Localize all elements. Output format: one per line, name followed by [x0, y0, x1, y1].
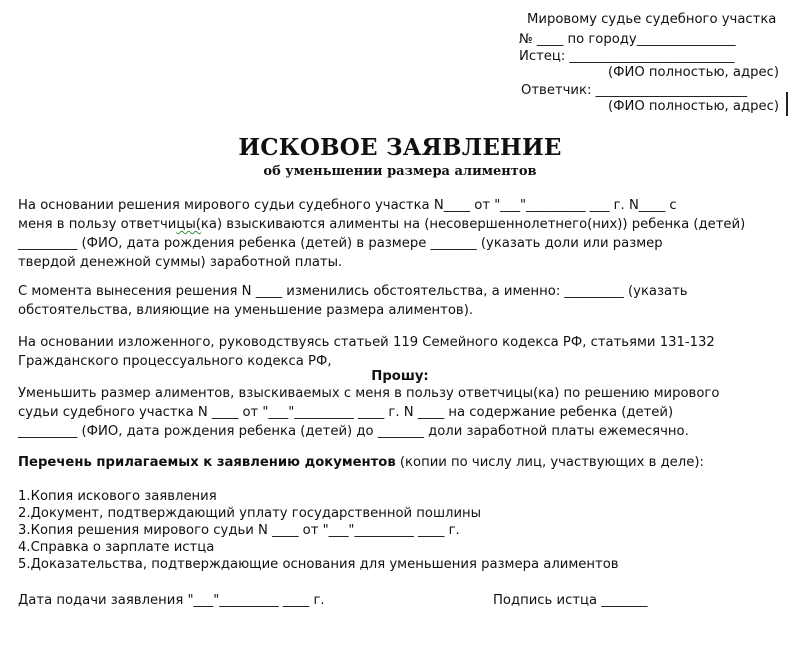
paragraph-basis-line: _________ (ФИО, дата рождения ребенка (детей) в размере _______ (указать доли или размер [18, 236, 663, 251]
document-title: ИСКОВОЕ ЗАЯВЛЕНИЕ [238, 134, 562, 161]
header-judge-line: Мировому судье судебного участка [527, 12, 777, 27]
paragraph-request [18, 384, 786, 441]
paragraph-legal-basis [18, 333, 786, 371]
header-number-line: № ____ по городу_______________ [519, 32, 736, 47]
paragraph-circumstances-line: С момента вынесения решения N ____ изменились обстоятельства, а именно: _________ (указать [18, 284, 688, 299]
filing-date-line: Дата подачи заявления "___"_________ ____ г. [18, 593, 325, 608]
attachments-heading-rest: (копии по числу лиц, участвующих в деле): [395, 455, 704, 470]
document-subtitle: об уменьшении размера алиментов [263, 164, 537, 179]
paragraph-request-line: Уменьшить размер алиментов, взыскиваемых с меня в пользу ответчицы(ка) по решению мирового [18, 386, 720, 401]
paragraph-circumstances [18, 282, 786, 320]
attachment-item: 3.Копия решения мирового судьи N ____ от "___"_________ ____ г. [18, 523, 460, 538]
attachment-item: 5.Доказательства, подтверждающие основания для уменьшения размера алиментов [18, 557, 619, 572]
attachment-item: 1.Копия искового заявления [18, 489, 217, 504]
text-run: ка) взыскиваются алименты на (несовершеннолетнего(них)) ребенка (детей) [200, 217, 746, 232]
attachment-item: 4.Справка о зарплате истца [18, 540, 215, 555]
paragraph-request-line: судьи судебного участка N ____ от "___"_________ ____ г. N ____ на содержание ребенка (детей) [18, 405, 674, 420]
spellcheck-underlined-text: цы( [176, 217, 201, 232]
paragraph-legal-basis-line: На основании изложенного, руководствуясь статьей 119 Семейного кодекса РФ, статьями 131-132 [18, 335, 715, 350]
header-plaintiff-line: Истец: _________________________ [519, 49, 735, 64]
paragraph-legal-basis-line: Гражданского процессуального кодекса РФ, [18, 354, 332, 369]
paragraph-circumstances-line: обстоятельства, влияющие на уменьшение размера алиментов). [18, 303, 474, 318]
header-defendant-note: (ФИО полностью, адрес) [608, 99, 780, 114]
paragraph-basis [18, 196, 786, 272]
signature-line: Подпись истца _______ [493, 593, 648, 608]
text-run: меня в пользу ответчи [18, 217, 177, 232]
paragraph-request-line: _________ (ФИО, дата рождения ребенка (детей) до _______ доли заработной платы ежемесячно. [18, 424, 689, 439]
attachments-heading-bold: Перечень прилагаемых к заявлению документов [18, 455, 396, 470]
paragraph-basis-line: На основании решения мирового судьи судебного участка N____ от "___"_________ ___ г. N____ с [18, 198, 677, 213]
attachment-item: 2.Документ, подтверждающий уплату государственной пошлины [18, 506, 482, 521]
header-defendant-line: Ответчик: _______________________ [521, 83, 748, 98]
paragraph-basis-line [18, 215, 786, 234]
prayer-heading: Прошу: [371, 369, 429, 384]
attachments-heading [18, 455, 704, 470]
text-cursor-mark [786, 92, 788, 116]
paragraph-basis-line: твердой денежной суммы) заработной платы. [18, 255, 343, 270]
header-plaintiff-note: (ФИО полностью, адрес) [608, 65, 780, 80]
